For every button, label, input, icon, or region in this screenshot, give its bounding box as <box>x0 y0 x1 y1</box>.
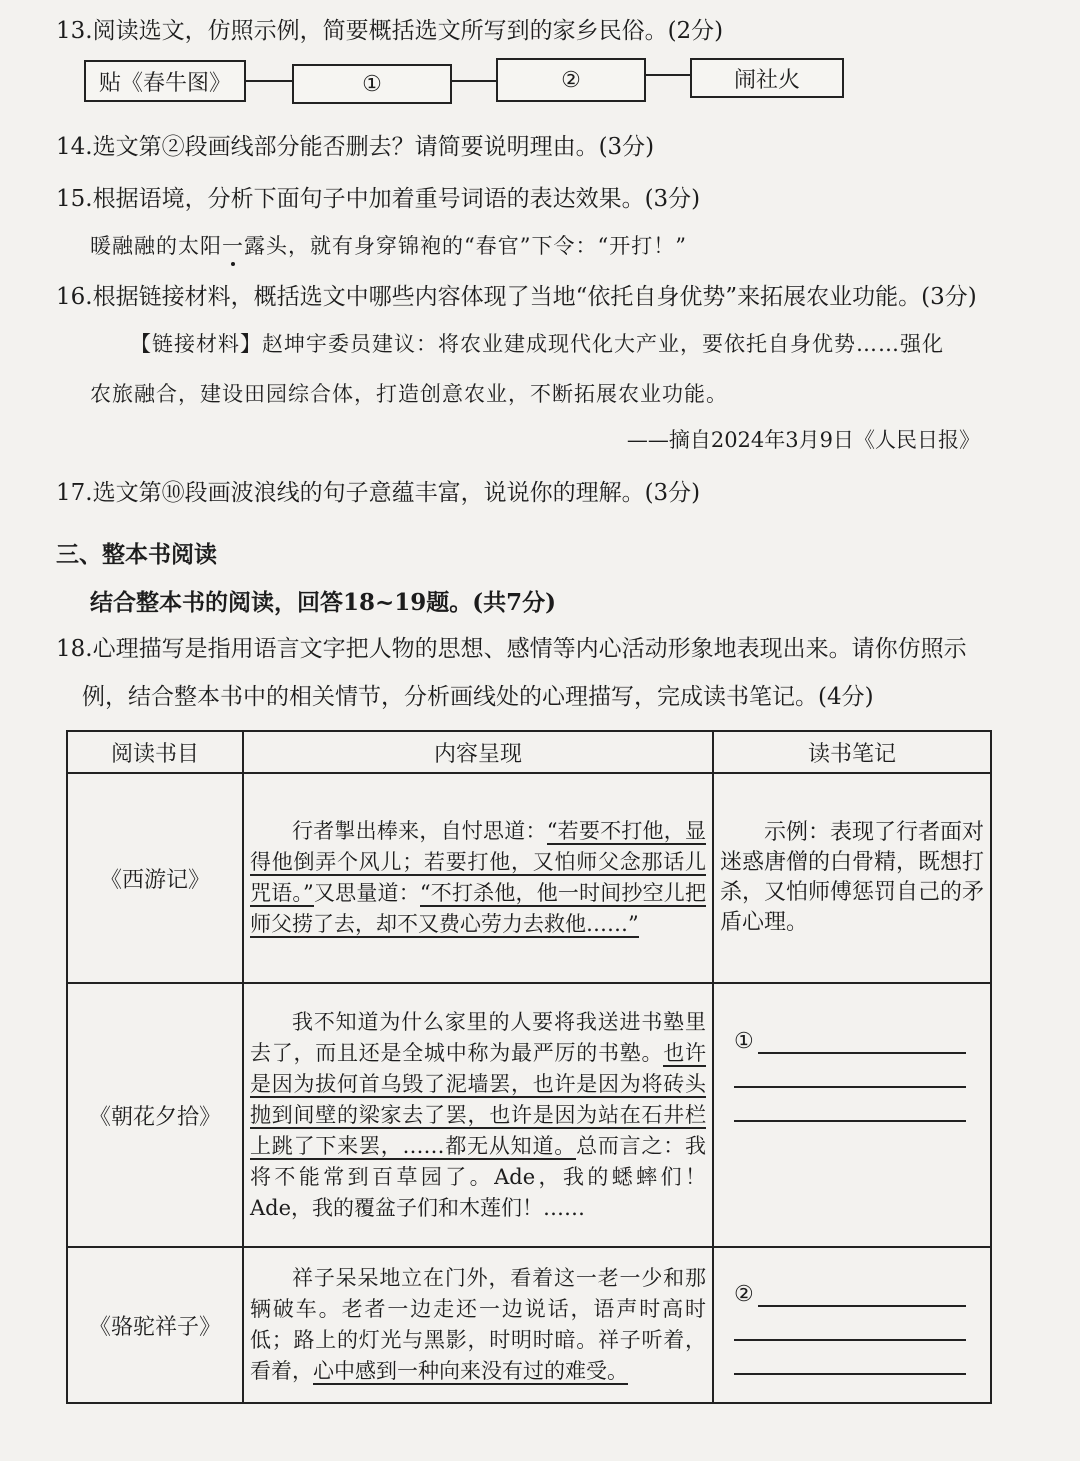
question-17: 17.选文第⑩段画波浪线的句子意蕴丰富，说说你的理解。(3分) <box>56 480 701 506</box>
content-text: 总而言之：我将不能常到百草园了。Ade，我的蟋蟀们！Ade，我的覆盆子们和木莲们！…… <box>250 1133 707 1220</box>
custom-box-1-text: 贴《春牛图》 <box>98 70 231 96</box>
emphasis-dot-word: 一 <box>222 234 244 258</box>
answer-line[interactable] <box>734 1088 966 1122</box>
connector-line <box>644 74 690 76</box>
table-header-row <box>67 731 991 773</box>
custom-box-4-text: 闹社火 <box>733 67 800 93</box>
content-cell <box>243 773 713 983</box>
header-content: 内容呈现 <box>243 731 713 773</box>
question-15-quote <box>90 230 687 260</box>
content-text: 行者掣出棒来，自忖思道： <box>292 819 547 843</box>
book-title: 《骆驼祥子》 <box>67 1247 243 1403</box>
content-text: 我不知道为什么家里的人要将我送进书塾里去了，而且还是全城中称为最严厉的书塾。 <box>250 1009 706 1065</box>
underlined-text: “不打杀他，他一时间抄空儿把师父捞了去，却不又费心劳力去救他……” <box>250 881 706 936</box>
quote-text: 露头，就有身穿锦袍的“春官”下令：“开打！” <box>244 234 687 258</box>
answer-line[interactable] <box>734 1341 966 1375</box>
question-18-line-1: 18.心理描写是指用语言文字把人物的思想、感情等内心活动形象地表现出来。请你仿照示 <box>56 636 967 662</box>
link-material-line-2: 农旅融合，建设田园综合体，打造创意农业，不断拓展农业功能。 <box>90 382 728 406</box>
underlined-text: “若要不打他，显得他倒弄个风儿；若要打他，又怕师父念那话儿咒语。” <box>250 819 706 905</box>
note-cell[interactable] <box>713 983 991 1247</box>
question-18-line-2: 例，结合整本书中的相关情节，分析画线处的心理描写，完成读书笔记。(4分) <box>82 684 874 710</box>
answer-line[interactable] <box>734 1275 966 1307</box>
answer-number: ① <box>734 1029 754 1054</box>
note-cell <box>713 773 991 983</box>
question-13: 13.阅读选文，仿照示例，简要概括选文所写到的家乡民俗。(2分) <box>56 18 724 44</box>
content-cell <box>243 1247 713 1403</box>
table-row <box>67 983 991 1247</box>
example-note: 示例：表现了行者面对迷惑唐僧的白骨精，既想打杀，又怕师傅惩罚自己的矛盾心理。 <box>720 820 985 935</box>
question-14: 14.选文第②段画线部分能否删去？请简要说明理由。(3分) <box>56 134 655 160</box>
underlined-text: 心中感到一种向来没有过的难受。 <box>313 1359 628 1383</box>
link-material-line-1: 【链接材料】赵坤宇委员建议：将农业建成现代化大产业，要依托自身优势……强化 <box>130 332 944 356</box>
header-book: 阅读书目 <box>67 731 243 773</box>
custom-box-4 <box>690 58 844 98</box>
table-row <box>67 1247 991 1403</box>
answer-box-2 <box>496 58 646 102</box>
answer-line[interactable] <box>734 1307 966 1341</box>
answer-line[interactable] <box>734 1022 966 1054</box>
table-row <box>67 773 991 983</box>
answer-number: ② <box>734 1282 754 1307</box>
section-intro: 结合整本书的阅读，回答18~19题。(共7分) <box>90 589 557 616</box>
connector-line <box>450 80 496 82</box>
book-title: 《朝花夕拾》 <box>67 983 243 1247</box>
underlined-text: 也许是因为拔何首乌毁了泥墙罢，也许是因为将砖头抛到间壁的梁家去了罢，也许是因为站在石井栏上跳了下来罢，……都无从知道。 <box>250 1040 706 1158</box>
quote-text: 暖融融的太阳 <box>90 234 222 258</box>
material-source: ——摘自2024年3月9日《人民日报》 <box>626 428 980 452</box>
book-title: 《西游记》 <box>67 773 243 983</box>
question-16: 16.根据链接材料，概括选文中哪些内容体现了当地“依托自身优势”来拓展农业功能。(3分) <box>56 284 977 310</box>
question-15: 15.根据语境，分析下面句子中加着重号词语的表达效果。(3分) <box>56 186 701 212</box>
custom-box-1 <box>84 60 246 102</box>
connector-line <box>244 80 292 82</box>
content-text: 又思量道： <box>313 881 420 905</box>
header-notes: 读书笔记 <box>713 731 991 773</box>
content-cell <box>243 983 713 1247</box>
answer-line[interactable] <box>734 1054 966 1088</box>
answer-box-1-label: ① <box>362 71 382 97</box>
reading-notes-table <box>66 730 992 1404</box>
answer-box-2-label: ② <box>561 67 581 93</box>
note-cell[interactable] <box>713 1247 991 1403</box>
answer-box-1 <box>292 64 452 104</box>
content-text: 祥子呆呆地立在门外，看着这一老一少和那辆破车。老者一边走还一边说话，语声时高时低；路上的灯光与黑影，时明时暗。祥子听着，看着， <box>250 1266 706 1383</box>
section-title: 三、整本书阅读 <box>56 541 217 568</box>
